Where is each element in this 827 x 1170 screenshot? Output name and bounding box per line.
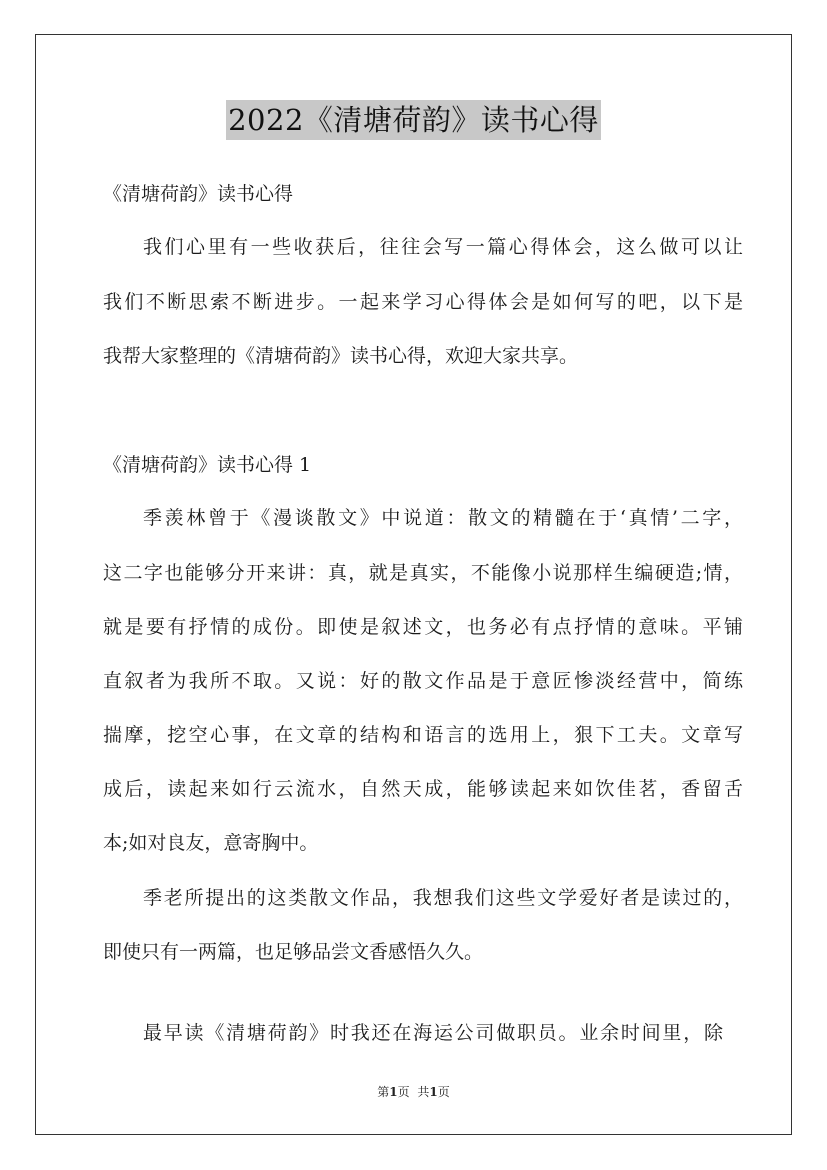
title-container [0,100,827,140]
page-suffix: 页 [397,1085,410,1099]
page-total: 1 [429,1085,438,1099]
document-title: 2022《清塘荷韵》读书心得 [226,100,601,140]
total-prefix: 共 [417,1085,430,1099]
body-line-9: 即使只有一两篇，也足够品尝文香感悟久久。 [103,941,484,963]
page-footer [0,1083,827,1100]
body-line-1: 季羡林曾于《漫谈散文》中说道：散文的精髓在于‘真情’二字， [143,507,743,529]
body-line-6: 成后，读起来如行云流水，自然天成，能够读起来如饮佳茗，香留舌 [103,778,743,800]
document-subtitle: 《清塘荷韵》读书心得 [103,183,294,205]
body-line-8: 季老所提出的这类散文作品，我想我们这些文学爱好者是读过的， [143,887,743,909]
body-line-10: 最早读《清塘荷韵》时我还在海运公司做职员。业余时间里，除 [143,1022,723,1044]
intro-line-1: 我们心里有一些收获后，往往会写一篇心得体会，这么做可以让 [143,236,743,258]
page-prefix: 第 [377,1085,390,1099]
body-line-5: 揣摩，挖空心事，在文章的结构和语言的选用上，狠下工夫。文章写 [103,724,743,746]
body-line-2: 这二字也能够分开来讲：真，就是真实，不能像小说那样生编硬造;情， [103,562,743,584]
section-heading: 《清塘荷韵》读书心得 1 [103,454,312,476]
body-line-7: 本;如对良友，意寄胸中。 [103,832,319,854]
intro-line-3: 我帮大家整理的《清塘荷韵》读书心得，欢迎大家共享。 [103,345,579,367]
body-line-3: 就是要有抒情的成份。即使是叙述文，也务必有点抒情的意味。平铺 [103,616,743,638]
total-suffix: 页 [437,1085,450,1099]
page-number: 1 [389,1085,398,1099]
body-line-4: 直叙者为我所不取。又说：好的散文作品是于意匠惨淡经营中，简练 [103,670,743,692]
intro-line-2: 我们不断思索不断进步。一起来学习心得体会是如何写的吧，以下是 [103,291,743,313]
